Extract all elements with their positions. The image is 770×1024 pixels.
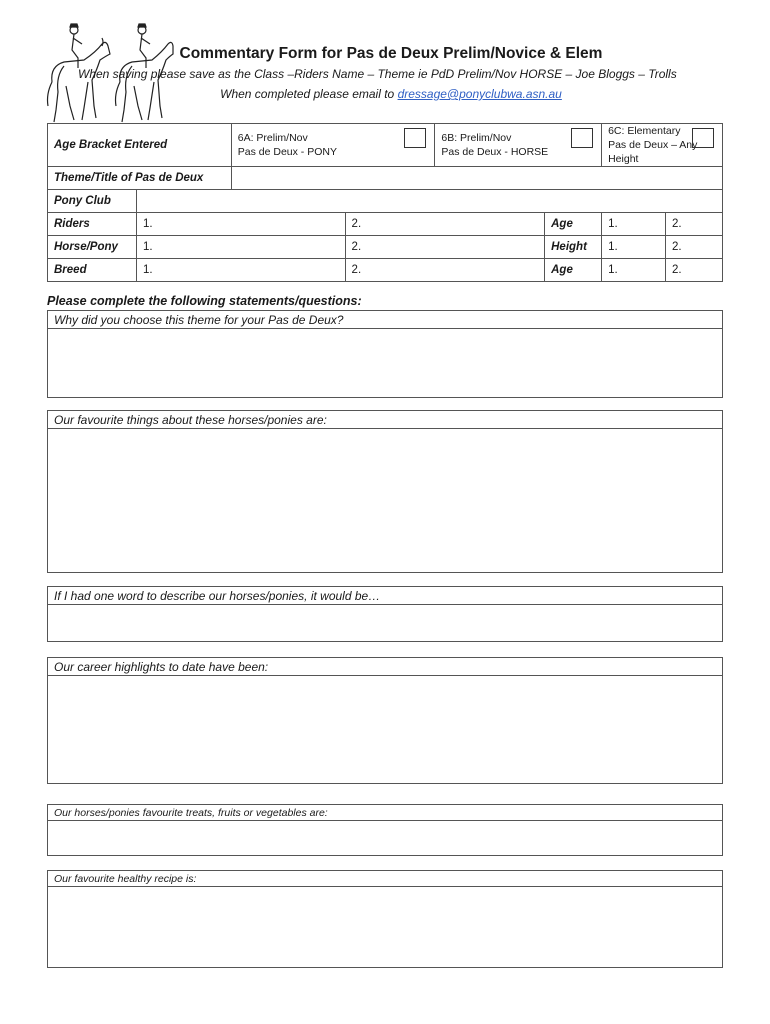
horse-age-1-field[interactable]: 1. (602, 259, 666, 282)
option-6a-line1: 6A: Prelim/Nov (237, 132, 308, 144)
question-treats-label: Our horses/ponies favourite treats, fruits or vegetables are: (48, 805, 722, 821)
horse-pony-label: Horse/Pony (48, 236, 137, 259)
checkbox-6a[interactable] (404, 128, 426, 148)
option-6c-line2: Pas de Deux – Any Height (608, 139, 698, 165)
option-6b[interactable] (435, 124, 602, 167)
breed-label: Breed (48, 259, 137, 282)
email-prefix: When completed please email to (220, 87, 398, 101)
theme-field[interactable] (231, 167, 722, 190)
rider-age-1-field[interactable]: 1. (602, 213, 666, 236)
option-6a[interactable] (231, 124, 435, 167)
riders-label: Riders (48, 213, 137, 236)
rider-age-label: Age (545, 213, 602, 236)
horse-age-label: Age (545, 259, 602, 282)
option-6c-line1: 6C: Elementary (608, 125, 681, 137)
horse-age-2-field[interactable]: 2. (666, 259, 723, 282)
question-favourite-things-label: Our favourite things about these horses/ponies are: (48, 411, 722, 429)
option-6a-line2: Pas de Deux - PONY (237, 146, 337, 158)
checkbox-6c[interactable] (692, 128, 714, 148)
entry-info-table (47, 123, 723, 282)
question-recipe-label: Our favourite healthy recipe is: (48, 871, 722, 887)
question-treats-box[interactable] (47, 804, 723, 856)
height-label: Height (545, 236, 602, 259)
questions-heading: Please complete the following statements/questions: (47, 294, 362, 308)
question-one-word-label: If I had one word to describe our horses/ponies, it would be… (48, 587, 722, 605)
rider-2-field[interactable]: 2. (345, 213, 545, 236)
email-instructions (0, 87, 770, 101)
question-theme-label: Why did you choose this theme for your Pas de Deux? (48, 311, 722, 329)
rider-age-2-field[interactable]: 2. (666, 213, 723, 236)
horse-2-field[interactable]: 2. (345, 236, 545, 259)
height-1-field[interactable]: 1. (602, 236, 666, 259)
breed-2-field[interactable]: 2. (345, 259, 545, 282)
question-recipe-box[interactable] (47, 870, 723, 968)
option-6c[interactable] (602, 124, 723, 167)
option-6b-line2: Pas de Deux - HORSE (441, 146, 549, 158)
option-6b-line1: 6B: Prelim/Nov (441, 132, 512, 144)
breed-1-field[interactable]: 1. (136, 259, 345, 282)
pony-club-field[interactable] (136, 190, 722, 213)
question-career-box[interactable] (47, 657, 723, 784)
checkbox-6b[interactable] (571, 128, 593, 148)
horse-1-field[interactable]: 1. (136, 236, 345, 259)
pony-club-label: Pony Club (48, 190, 137, 213)
form-title: Commentary Form for Pas de Deux Prelim/Novice & Elem (179, 45, 603, 62)
question-career-label: Our career highlights to date have been: (48, 658, 722, 676)
height-2-field[interactable]: 2. (666, 236, 723, 259)
email-link[interactable]: dressage@ponyclubwa.asn.au (397, 87, 562, 101)
question-one-word-box[interactable] (47, 586, 723, 642)
question-favourite-things-box[interactable] (47, 410, 723, 573)
rider-1-field[interactable]: 1. (136, 213, 345, 236)
age-bracket-label: Age Bracket Entered (48, 124, 232, 167)
question-theme-box[interactable] (47, 310, 723, 398)
theme-label: Theme/Title of Pas de Deux (48, 167, 232, 190)
save-instructions: When saving please save as the Class –Riders Name – Theme ie PdD Prelim/Nov HORSE – Joe Bloggs – Trolls (78, 67, 677, 81)
